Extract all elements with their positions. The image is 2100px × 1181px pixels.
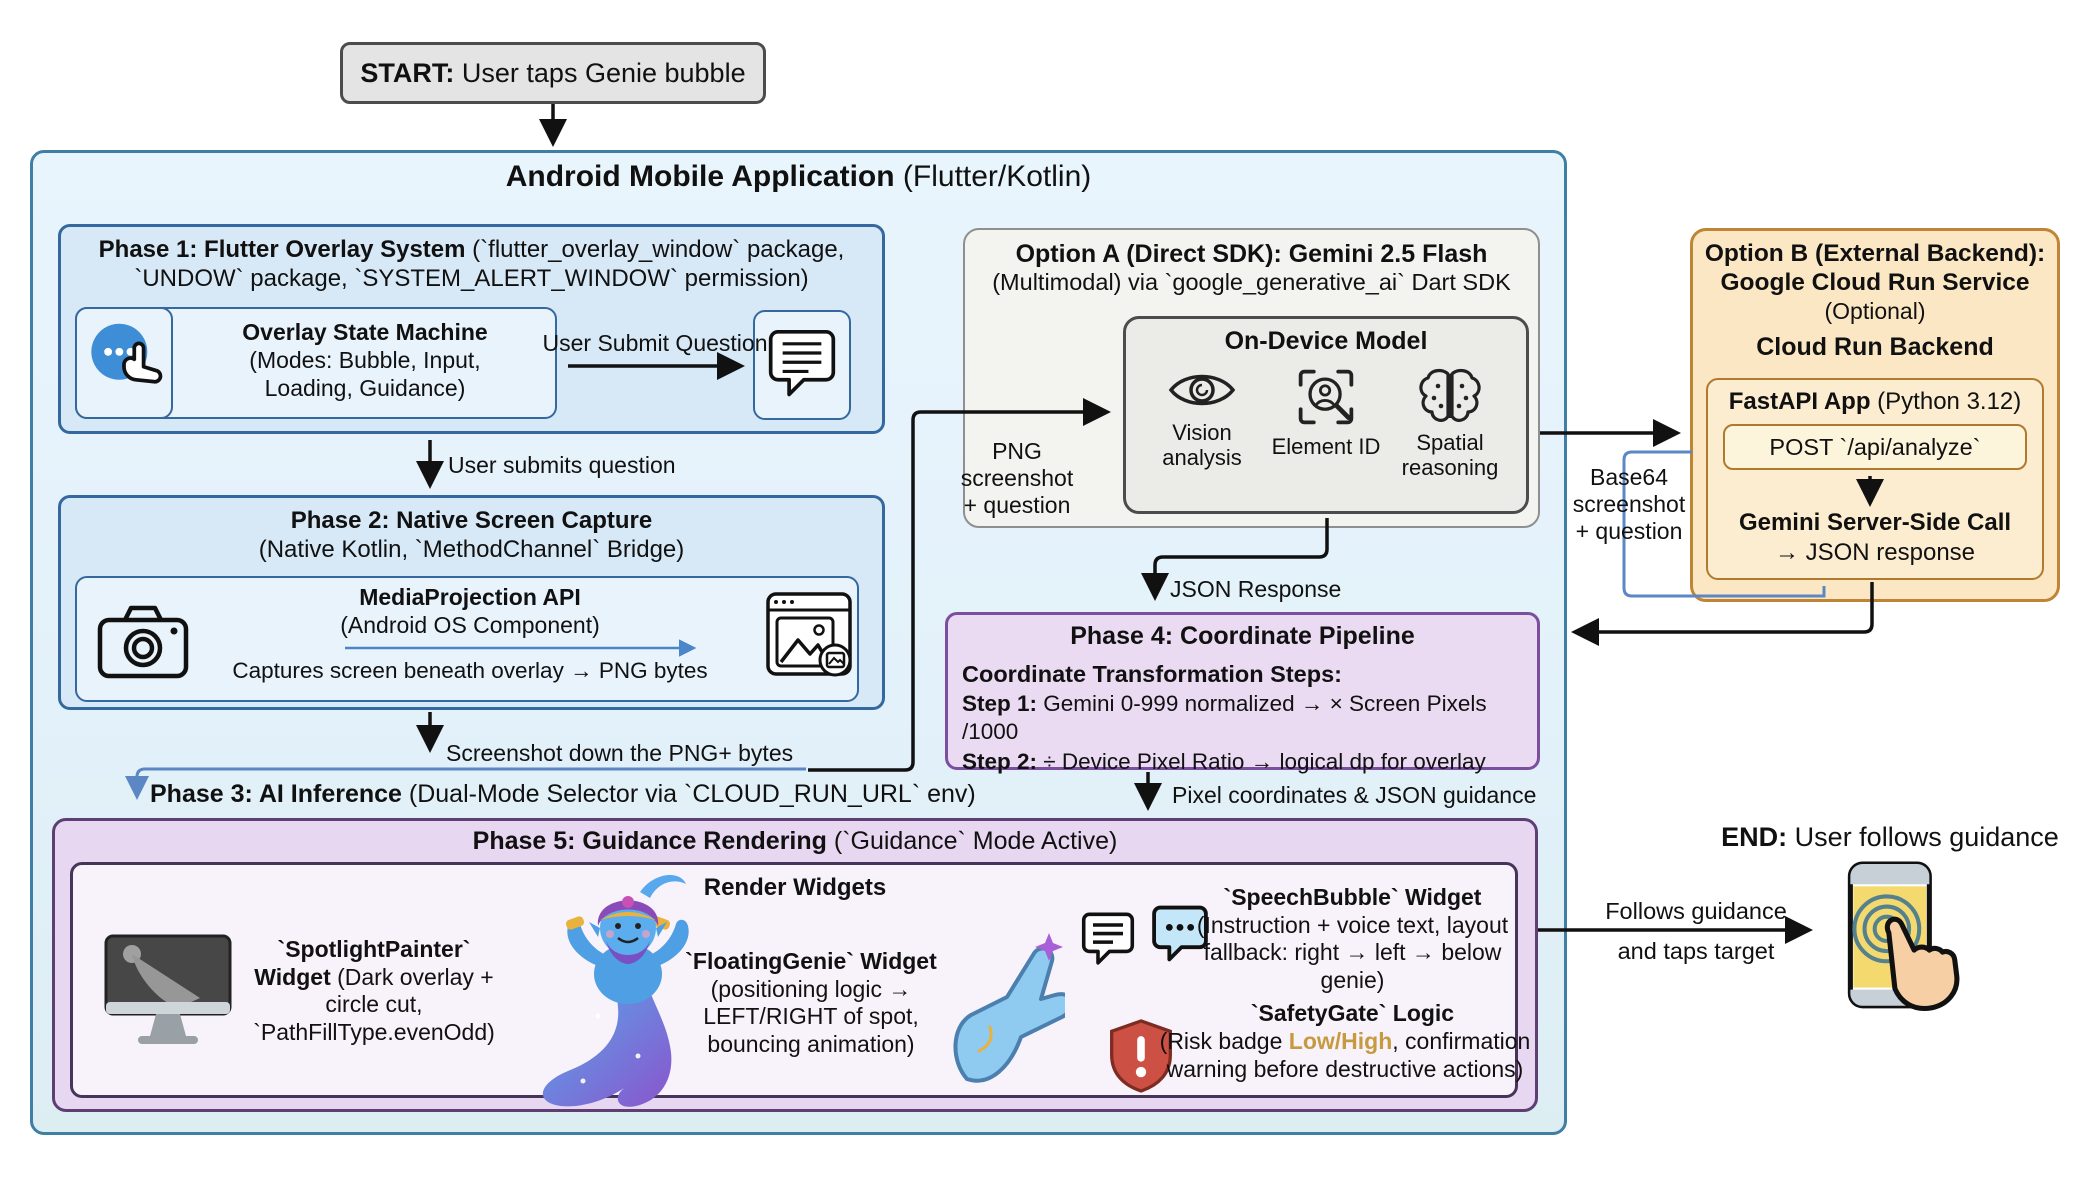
on-device-model-box bbox=[1123, 316, 1529, 514]
chat-bubble-tap-icon bbox=[75, 307, 173, 419]
safetygate-text: (Risk badge Low/High, confirmation warning before destructive actions) bbox=[1159, 1028, 1531, 1082]
label-pixel-coordinates: Pixel coordinates & JSON guidance bbox=[1172, 782, 1537, 808]
phase4-steps-title: Coordinate Transformation Steps: bbox=[962, 661, 1342, 687]
speech-bubble-text-icon bbox=[1075, 910, 1141, 975]
eye-icon bbox=[1167, 366, 1237, 414]
capability-element-id: Element ID bbox=[1266, 366, 1386, 481]
label-base64-screenshot: Base64 screenshot + question bbox=[1572, 464, 1686, 545]
spotlight-monitor-icon bbox=[102, 932, 234, 1057]
post-endpoint-box: POST `/api/analyze` bbox=[1723, 424, 2027, 470]
mediaprojection-text: MediaProjection API (Android OS Component) bbox=[340, 584, 600, 638]
on-device-model-title: On-Device Model bbox=[1224, 327, 1428, 355]
fastapi-title: FastAPI App (Python 3.12) bbox=[1728, 388, 2022, 415]
label-screenshot-down: Screenshot down the PNG+ bytes bbox=[446, 740, 794, 766]
screenshot-image-icon bbox=[764, 590, 854, 687]
phone-tap-icon bbox=[1836, 860, 1968, 1027]
label-follows-guidance: Follows guidance bbox=[1605, 898, 1787, 924]
label-png-screenshot: PNG screenshot + question bbox=[960, 438, 1074, 519]
phase4-step2: Step 2: ÷ Device Pixel Ratio → logical dp for overlay bbox=[962, 749, 1486, 775]
speechbubble-text: `SpeechBubble` Widget (Instruction + voice text, layout fallback: right → left → below genie) bbox=[1196, 884, 1509, 993]
start-node bbox=[340, 42, 766, 104]
phase2-header: Phase 2: Native Screen Capture (Native Kotlin, `MethodChannel` Bridge) bbox=[258, 507, 685, 564]
phase4-box bbox=[945, 612, 1540, 775]
label-user-submit-question: User Submit Question bbox=[542, 330, 768, 356]
on-device-capabilities bbox=[1126, 356, 1526, 481]
render-widgets-title: Render Widgets bbox=[703, 874, 887, 901]
safetygate-title: `SafetyGate` Logic bbox=[1250, 1000, 1455, 1026]
mediaprojection-caption: Captures screen beneath overlay → PNG bytes bbox=[232, 658, 708, 683]
option-a-subtitle: (Multimodal) via `google_generative_ai` Dart SDK bbox=[992, 269, 1511, 295]
app-title: Android Mobile Application (Flutter/Kotlin) bbox=[505, 160, 1092, 193]
option-b-optional: (Optional) bbox=[1824, 297, 1926, 324]
risk-badge-label: Low/High bbox=[1288, 1028, 1393, 1054]
phase5-title: Phase 5: Guidance Rendering (`Guidance` Mode Active) bbox=[472, 827, 1118, 855]
brain-icon bbox=[1418, 366, 1482, 424]
option-b-title: Option B (External Backend): Google Cloud Run Service bbox=[1704, 240, 2046, 297]
phase4-title: Phase 4: Coordinate Pipeline bbox=[1070, 622, 1415, 650]
element-id-icon bbox=[1295, 366, 1357, 428]
start-label: START: User taps Genie bubble bbox=[360, 57, 746, 88]
capability-spatial: Spatial reasoning bbox=[1390, 366, 1510, 481]
gemini-server-call-text: Gemini Server-Side Call → JSON response bbox=[1738, 509, 2012, 566]
capability-vision: Vision analysis bbox=[1142, 366, 1262, 481]
camera-icon bbox=[95, 598, 190, 688]
phase4-step1: Step 1: Gemini 0-999 normalized → × Screen Pixels /1000 bbox=[962, 691, 1487, 745]
label-json-response: JSON Response bbox=[1170, 576, 1342, 602]
label-taps-target: and taps target bbox=[1617, 938, 1775, 964]
spotlightpainter-text: `SpotlightPainter` Widget (Dark overlay + circle cut, `PathFillType.evenOdd) bbox=[253, 936, 495, 1045]
floatinggenie-text: `FloatingGenie` Widget (positioning logic → LEFT/RIGHT of spot, bouncing animation) bbox=[685, 948, 937, 1057]
phase1-header: Phase 1: Flutter Overlay System (`flutter_overlay_window` package, `UNDOW` package, `SYSTEM_ALERT_WINDOW` permission) bbox=[98, 236, 845, 293]
option-a-title: Option A (Direct SDK): Gemini 2.5 Flash bbox=[1015, 240, 1488, 268]
cloud-run-backend-title: Cloud Run Backend bbox=[1756, 332, 1994, 361]
genie-illustration bbox=[528, 866, 708, 1121]
overlay-state-machine-text: Overlay State Machine (Modes: Bubble, Input, Loading, Guidance) bbox=[242, 319, 488, 402]
genie-pointing-hand-icon bbox=[945, 928, 1065, 1095]
chat-bubble-tap-icon-svg bbox=[82, 315, 166, 411]
end-label: END: User follows guidance bbox=[1721, 822, 2059, 852]
phase3-label: Phase 3: AI Inference (Dual-Mode Selector via `CLOUD_RUN_URL` env) bbox=[150, 780, 976, 808]
label-user-submits-question: User submits question bbox=[448, 452, 676, 478]
question-bubble-box bbox=[753, 310, 851, 420]
